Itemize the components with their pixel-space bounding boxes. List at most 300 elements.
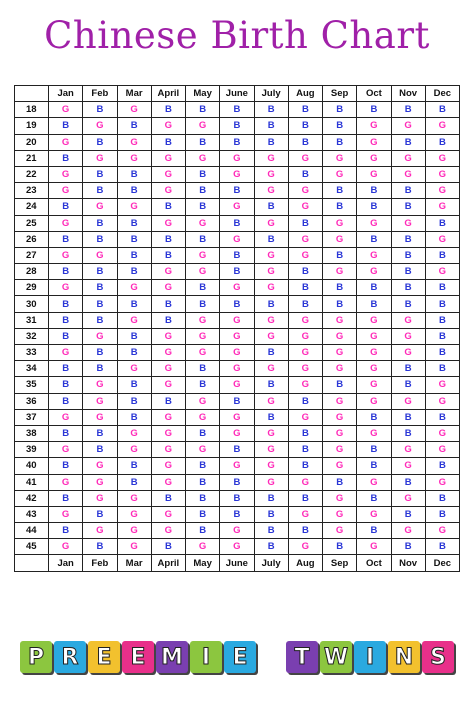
gender-cell: B	[220, 506, 254, 522]
gender-cell: B	[323, 183, 357, 199]
gender-cell: G	[323, 231, 357, 247]
header-month-oct: Oct	[357, 86, 391, 102]
table-row	[15, 215, 460, 231]
gender-cell: G	[186, 312, 220, 328]
gender-cell: G	[288, 506, 322, 522]
gender-cell: G	[391, 442, 425, 458]
gender-cell: G	[425, 474, 459, 490]
age-label: 35	[15, 377, 49, 393]
age-label: 28	[15, 264, 49, 280]
gender-cell: G	[391, 523, 425, 539]
gender-cell: G	[151, 474, 185, 490]
header-month-may: May	[186, 86, 220, 102]
gender-cell: G	[151, 264, 185, 280]
logo-letter-tile: S	[422, 641, 454, 673]
gender-cell: G	[254, 393, 288, 409]
gender-cell: G	[288, 474, 322, 490]
table-row	[15, 296, 460, 312]
gender-cell: G	[220, 328, 254, 344]
gender-cell: B	[425, 506, 459, 522]
gender-cell: B	[186, 102, 220, 118]
gender-cell: G	[49, 134, 83, 150]
gender-cell: B	[288, 280, 322, 296]
gender-cell: G	[323, 442, 357, 458]
gender-cell: B	[151, 231, 185, 247]
gender-cell: G	[83, 409, 117, 425]
gender-cell: B	[186, 425, 220, 441]
gender-cell: G	[220, 425, 254, 441]
gender-cell: B	[391, 247, 425, 263]
gender-cell: B	[288, 458, 322, 474]
gender-cell: B	[357, 231, 391, 247]
gender-cell: G	[391, 490, 425, 506]
gender-cell: G	[288, 231, 322, 247]
gender-cell: B	[49, 296, 83, 312]
gender-cell: B	[425, 215, 459, 231]
gender-cell: B	[186, 183, 220, 199]
gender-cell: G	[357, 118, 391, 134]
gender-cell: B	[220, 183, 254, 199]
table-row	[15, 523, 460, 539]
gender-cell: G	[117, 539, 151, 555]
table-row	[15, 409, 460, 425]
gender-cell: B	[288, 118, 322, 134]
gender-cell: G	[49, 215, 83, 231]
header-month-nov: Nov	[391, 86, 425, 102]
gender-cell: G	[288, 409, 322, 425]
gender-cell: B	[323, 118, 357, 134]
twins-logo-word	[286, 641, 454, 679]
gender-cell: G	[117, 506, 151, 522]
table-row	[15, 442, 460, 458]
header-month-mar: Mar	[117, 86, 151, 102]
gender-cell: B	[425, 134, 459, 150]
logo-letter-tile: E	[224, 641, 256, 673]
gender-cell: B	[357, 523, 391, 539]
gender-cell: G	[254, 183, 288, 199]
gender-cell: B	[49, 377, 83, 393]
table-row	[15, 490, 460, 506]
gender-cell: G	[391, 118, 425, 134]
gender-cell: G	[49, 345, 83, 361]
gender-cell: B	[425, 345, 459, 361]
gender-cell: G	[151, 442, 185, 458]
age-label: 29	[15, 280, 49, 296]
age-label: 37	[15, 409, 49, 425]
gender-cell: G	[83, 490, 117, 506]
gender-cell: B	[186, 280, 220, 296]
age-label: 32	[15, 328, 49, 344]
table-row	[15, 166, 460, 182]
logo-letter-tile: I	[190, 641, 222, 673]
table-row	[15, 183, 460, 199]
gender-cell: G	[254, 280, 288, 296]
gender-cell: G	[49, 102, 83, 118]
gender-cell: G	[220, 280, 254, 296]
gender-cell: G	[117, 361, 151, 377]
footer-month-feb: Feb	[83, 555, 117, 571]
gender-cell: G	[254, 264, 288, 280]
footer-month-nov: Nov	[391, 555, 425, 571]
table-row	[15, 328, 460, 344]
gender-cell: G	[186, 264, 220, 280]
gender-cell: B	[151, 312, 185, 328]
gender-cell: B	[220, 247, 254, 263]
gender-cell: G	[425, 377, 459, 393]
gender-cell: G	[323, 393, 357, 409]
month-footer-row	[15, 555, 460, 571]
gender-cell: G	[323, 215, 357, 231]
table-row	[15, 312, 460, 328]
gender-cell: G	[288, 377, 322, 393]
gender-cell: G	[391, 150, 425, 166]
gender-cell: G	[288, 312, 322, 328]
gender-cell: B	[254, 231, 288, 247]
gender-cell: G	[220, 231, 254, 247]
gender-cell: B	[83, 183, 117, 199]
footer-month-dec: Dec	[425, 555, 459, 571]
age-label: 40	[15, 458, 49, 474]
gender-cell: B	[151, 539, 185, 555]
gender-cell: G	[323, 425, 357, 441]
age-label: 41	[15, 474, 49, 490]
gender-cell: G	[425, 231, 459, 247]
gender-cell: B	[83, 425, 117, 441]
gender-cell: B	[288, 102, 322, 118]
page-title: Chinese Birth Chart	[44, 14, 430, 57]
gender-cell: G	[186, 328, 220, 344]
footer-month-sep: Sep	[323, 555, 357, 571]
footer-month-oct: Oct	[357, 555, 391, 571]
gender-cell: G	[391, 345, 425, 361]
gender-cell: B	[254, 345, 288, 361]
preemie-logo-word	[20, 641, 256, 679]
gender-cell: B	[425, 280, 459, 296]
gender-cell: G	[151, 280, 185, 296]
gender-cell: B	[186, 523, 220, 539]
gender-cell: G	[220, 409, 254, 425]
age-label: 25	[15, 215, 49, 231]
gender-cell: B	[49, 458, 83, 474]
gender-cell: B	[117, 328, 151, 344]
gender-cell: G	[254, 166, 288, 182]
gender-cell: G	[49, 474, 83, 490]
gender-cell: G	[254, 474, 288, 490]
age-label: 21	[15, 150, 49, 166]
gender-cell: G	[186, 409, 220, 425]
footer-month-mar: Mar	[117, 555, 151, 571]
gender-cell: G	[391, 215, 425, 231]
gender-cell: G	[357, 506, 391, 522]
gender-cell: B	[391, 183, 425, 199]
table-row	[15, 506, 460, 522]
gender-cell: B	[357, 458, 391, 474]
gender-cell: B	[49, 118, 83, 134]
age-label: 30	[15, 296, 49, 312]
gender-cell: G	[151, 215, 185, 231]
gender-cell: G	[83, 458, 117, 474]
gender-cell: B	[83, 166, 117, 182]
gender-cell: G	[391, 166, 425, 182]
gender-cell: G	[425, 118, 459, 134]
logo-letter-tile: R	[54, 641, 86, 673]
gender-cell: B	[49, 231, 83, 247]
gender-cell: B	[357, 199, 391, 215]
gender-cell: G	[425, 183, 459, 199]
gender-cell: G	[117, 312, 151, 328]
gender-cell: G	[288, 539, 322, 555]
header-month-dec: Dec	[425, 86, 459, 102]
gender-cell: G	[254, 328, 288, 344]
footer-month-may: May	[186, 555, 220, 571]
age-label: 22	[15, 166, 49, 182]
gender-cell: B	[391, 474, 425, 490]
gender-cell: B	[323, 539, 357, 555]
gender-cell: B	[425, 328, 459, 344]
gender-cell: B	[323, 474, 357, 490]
gender-cell: G	[220, 539, 254, 555]
age-label: 26	[15, 231, 49, 247]
gender-cell: G	[220, 166, 254, 182]
gender-cell: B	[49, 425, 83, 441]
gender-cell: B	[186, 231, 220, 247]
gender-cell: G	[49, 506, 83, 522]
gender-cell: B	[323, 199, 357, 215]
table-row	[15, 361, 460, 377]
gender-cell: G	[49, 539, 83, 555]
age-label: 19	[15, 118, 49, 134]
gender-cell: G	[151, 166, 185, 182]
gender-cell: B	[357, 490, 391, 506]
gender-cell: G	[49, 183, 83, 199]
table-row	[15, 393, 460, 409]
gender-cell: G	[357, 425, 391, 441]
gender-cell: B	[425, 296, 459, 312]
table-row	[15, 102, 460, 118]
gender-cell: G	[83, 328, 117, 344]
footer-month-july: July	[254, 555, 288, 571]
logo-letter-tile: E	[122, 641, 154, 673]
gender-cell: B	[323, 247, 357, 263]
age-label: 24	[15, 199, 49, 215]
gender-cell: G	[151, 328, 185, 344]
gender-cell: B	[117, 215, 151, 231]
gender-cell: B	[254, 199, 288, 215]
gender-cell: G	[323, 361, 357, 377]
gender-cell: B	[425, 490, 459, 506]
gender-cell: B	[391, 409, 425, 425]
gender-cell: G	[186, 442, 220, 458]
gender-cell: G	[186, 393, 220, 409]
table-row	[15, 247, 460, 263]
gender-cell: B	[83, 102, 117, 118]
gender-cell: G	[49, 280, 83, 296]
gender-cell: G	[425, 166, 459, 182]
gender-cell: G	[323, 150, 357, 166]
gender-cell: B	[83, 539, 117, 555]
gender-cell: B	[288, 166, 322, 182]
gender-cell: G	[83, 474, 117, 490]
gender-cell: B	[220, 134, 254, 150]
gender-cell: G	[117, 134, 151, 150]
gender-cell: G	[391, 458, 425, 474]
gender-cell: G	[425, 425, 459, 441]
gender-cell: G	[151, 458, 185, 474]
table-row	[15, 134, 460, 150]
gender-cell: B	[391, 102, 425, 118]
gender-cell: B	[186, 134, 220, 150]
gender-cell: G	[151, 523, 185, 539]
gender-cell: G	[391, 328, 425, 344]
header-month-sep: Sep	[323, 86, 357, 102]
gender-cell: B	[220, 393, 254, 409]
gender-cell: B	[323, 280, 357, 296]
gender-cell: G	[357, 312, 391, 328]
gender-cell: B	[323, 377, 357, 393]
gender-cell: B	[49, 361, 83, 377]
age-label: 42	[15, 490, 49, 506]
gender-cell: G	[83, 393, 117, 409]
gender-cell: B	[254, 409, 288, 425]
gender-cell: G	[220, 345, 254, 361]
gender-cell: B	[49, 150, 83, 166]
gender-cell: B	[391, 377, 425, 393]
gender-cell: B	[391, 280, 425, 296]
gender-cell: B	[220, 215, 254, 231]
gender-cell: G	[357, 345, 391, 361]
footer-month-june: June	[220, 555, 254, 571]
gender-cell: G	[117, 490, 151, 506]
age-label: 33	[15, 345, 49, 361]
gender-cell: G	[288, 328, 322, 344]
gender-cell: B	[288, 490, 322, 506]
gender-cell: G	[220, 361, 254, 377]
month-header-row	[15, 86, 460, 102]
gender-cell: G	[323, 409, 357, 425]
gender-cell: B	[49, 490, 83, 506]
gender-cell: B	[357, 409, 391, 425]
gender-cell: B	[49, 312, 83, 328]
gender-cell: G	[83, 247, 117, 263]
gender-cell: B	[49, 523, 83, 539]
gender-cell: B	[151, 393, 185, 409]
gender-cell: G	[288, 361, 322, 377]
logo-letter-tile: I	[354, 641, 386, 673]
gender-cell: B	[288, 296, 322, 312]
gender-cell: B	[186, 474, 220, 490]
gender-cell: G	[288, 150, 322, 166]
gender-cell: G	[288, 183, 322, 199]
gender-cell: G	[186, 539, 220, 555]
gender-cell: B	[83, 134, 117, 150]
gender-cell: G	[391, 393, 425, 409]
gender-cell: B	[391, 296, 425, 312]
gender-cell: G	[323, 506, 357, 522]
gender-cell: G	[151, 506, 185, 522]
gender-cell: B	[323, 102, 357, 118]
gender-cell: B	[220, 296, 254, 312]
gender-cell: G	[254, 312, 288, 328]
gender-cell: B	[49, 264, 83, 280]
gender-cell: B	[288, 215, 322, 231]
gender-cell: B	[425, 458, 459, 474]
gender-cell: G	[117, 442, 151, 458]
gender-cell: B	[83, 442, 117, 458]
gender-cell: B	[117, 345, 151, 361]
gender-cell: B	[117, 264, 151, 280]
table-row	[15, 474, 460, 490]
gender-cell: G	[151, 425, 185, 441]
gender-cell: G	[288, 345, 322, 361]
gender-cell: B	[186, 296, 220, 312]
gender-cell: G	[323, 264, 357, 280]
gender-cell: B	[323, 296, 357, 312]
age-label: 45	[15, 539, 49, 555]
gender-cell: B	[357, 183, 391, 199]
age-label: 43	[15, 506, 49, 522]
gender-cell: G	[357, 361, 391, 377]
gender-cell: G	[83, 199, 117, 215]
gender-cell: G	[117, 150, 151, 166]
gender-cell: B	[186, 361, 220, 377]
gender-cell: G	[357, 377, 391, 393]
gender-cell: G	[220, 377, 254, 393]
gender-cell: B	[186, 377, 220, 393]
gender-cell: B	[151, 296, 185, 312]
gender-cell: G	[220, 312, 254, 328]
gender-cell: B	[83, 296, 117, 312]
gender-cell: B	[357, 102, 391, 118]
gender-cell: G	[117, 523, 151, 539]
gender-cell: G	[323, 328, 357, 344]
gender-cell: B	[254, 523, 288, 539]
gender-cell: G	[425, 393, 459, 409]
gender-cell: G	[254, 247, 288, 263]
table-row	[15, 280, 460, 296]
table-row	[15, 199, 460, 215]
gender-cell: B	[391, 264, 425, 280]
table-row	[15, 539, 460, 555]
gender-cell: B	[391, 539, 425, 555]
table-row	[15, 345, 460, 361]
table-row	[15, 118, 460, 134]
gender-cell: G	[220, 150, 254, 166]
gender-cell: B	[288, 134, 322, 150]
table-row	[15, 264, 460, 280]
logo-letter-tile: N	[388, 641, 420, 673]
gender-cell: B	[220, 102, 254, 118]
gender-cell: G	[186, 118, 220, 134]
gender-cell: G	[357, 539, 391, 555]
gender-cell: B	[391, 231, 425, 247]
gender-cell: G	[254, 458, 288, 474]
table-row	[15, 425, 460, 441]
gender-cell: B	[288, 523, 322, 539]
gender-cell: B	[83, 264, 117, 280]
gender-cell: B	[49, 393, 83, 409]
gender-cell: B	[186, 490, 220, 506]
gender-cell: G	[323, 458, 357, 474]
gender-cell: G	[357, 215, 391, 231]
header-month-june: June	[220, 86, 254, 102]
logo-letter-tile: W	[320, 641, 352, 673]
gender-cell: B	[425, 409, 459, 425]
gender-cell: B	[288, 442, 322, 458]
gender-cell: B	[117, 118, 151, 134]
footer-corner	[15, 555, 49, 571]
gender-cell: B	[117, 247, 151, 263]
gender-cell: B	[117, 458, 151, 474]
